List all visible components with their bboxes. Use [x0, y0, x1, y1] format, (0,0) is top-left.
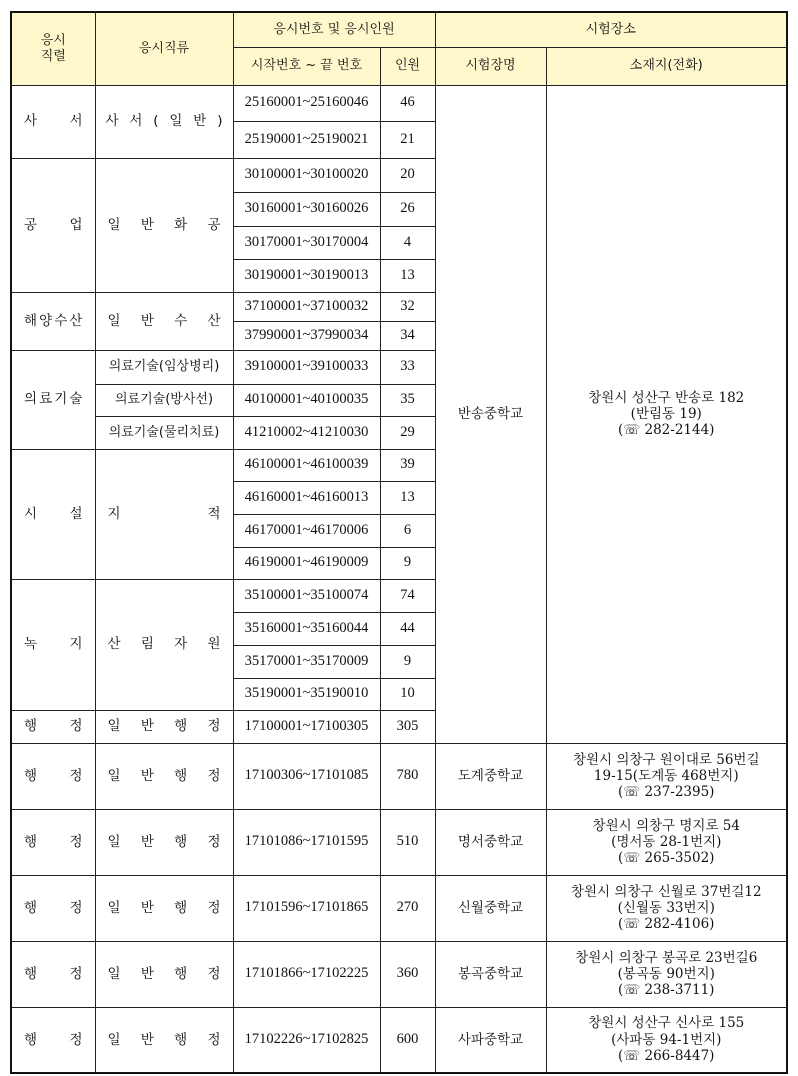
- category-cell-letters: 행 정: [24, 767, 83, 784]
- venue-name-cell: 사파중학교: [435, 1007, 546, 1073]
- field-cell-letters: 일 반 행 정: [107, 1031, 221, 1048]
- address-line: (☏ 266-8447): [618, 1047, 715, 1064]
- table-row: [11, 875, 787, 941]
- address-line: 창원시 의창구 명지로 54: [592, 817, 740, 834]
- range-cell: 17100001~17100305: [233, 710, 380, 743]
- range-cell: 46190001~46190009: [233, 547, 380, 579]
- count-cell: 9: [380, 547, 435, 579]
- field-cell: [95, 743, 233, 809]
- address-line: (명서동 28-1번지): [611, 833, 722, 850]
- table-row: [11, 809, 787, 875]
- range-cell: 30190001~30190013: [233, 259, 380, 292]
- count-cell: 9: [380, 645, 435, 678]
- category-cell: [11, 449, 95, 579]
- range-cell: 35100001~35100074: [233, 579, 380, 612]
- field-cell-letters: 일 반 행 정: [107, 767, 221, 784]
- count-cell: 20: [380, 158, 435, 192]
- venue-name-cell: 명서중학교: [435, 809, 546, 875]
- range-cell: 17102226~17102825: [233, 1007, 380, 1073]
- range-cell: 17101866~17102225: [233, 941, 380, 1007]
- range-cell: 25190001~25190021: [233, 121, 380, 158]
- venue-name-cell: 반송중학교: [435, 85, 546, 743]
- category-cell: [11, 710, 95, 743]
- category-cell-letters: 행 정: [24, 899, 83, 916]
- table-row: [11, 941, 787, 1007]
- header-field: 응시직류: [95, 12, 233, 85]
- category-cell-letters: 시 설: [24, 505, 83, 522]
- count-cell: 780: [380, 743, 435, 809]
- field-cell-letters: 일 반 행 정: [107, 718, 221, 735]
- count-cell: 34: [380, 321, 435, 350]
- category-cell: [11, 1007, 95, 1073]
- field-cell-letters: 사 서 ( 일 반 ): [105, 113, 223, 130]
- range-cell: 46170001~46170006: [233, 514, 380, 547]
- range-cell: 35170001~35170009: [233, 645, 380, 678]
- header-venue-name: 시험장명: [435, 47, 546, 85]
- range-cell: 46100001~46100039: [233, 449, 380, 481]
- address-line: (봉곡동 90번지): [617, 965, 715, 982]
- count-cell: 74: [380, 579, 435, 612]
- count-cell: 4: [380, 226, 435, 259]
- range-cell: 17101086~17101595: [233, 809, 380, 875]
- category-cell-letters: 행 정: [24, 833, 83, 850]
- category-cell-letters: 해 양 수 산: [24, 312, 83, 329]
- field-cell-letters: 일 반 행 정: [107, 833, 221, 850]
- venue-name-cell: 봉곡중학교: [435, 941, 546, 1007]
- field-cell-letters: 일 반 행 정: [107, 899, 221, 916]
- category-cell: [11, 158, 95, 292]
- category-cell: [11, 85, 95, 158]
- category-cell: [11, 350, 95, 449]
- address-line: (신월동 33번지): [617, 899, 715, 916]
- address-line: (☏ 237-2395): [618, 784, 715, 801]
- count-cell: 13: [380, 481, 435, 514]
- range-cell: 30170001~30170004: [233, 226, 380, 259]
- category-cell: [11, 579, 95, 710]
- field-cell: [95, 710, 233, 743]
- address-line: (☏ 282-2144): [618, 422, 715, 439]
- venue-address-cell: [546, 875, 787, 941]
- category-cell-letters: 행 정: [24, 1031, 83, 1048]
- category-cell: [11, 292, 95, 350]
- count-cell: 33: [380, 350, 435, 384]
- range-cell: 30100001~30100020: [233, 158, 380, 192]
- field-cell: [95, 809, 233, 875]
- address-line: 창원시 의창구 원이대로 56번길: [572, 751, 760, 768]
- address-line: 창원시 의창구 신월로 37번길12: [570, 883, 762, 900]
- count-cell: 13: [380, 259, 435, 292]
- header-venue-group: 시험장소: [435, 12, 787, 47]
- address-line: (☏ 282-4106): [618, 916, 715, 933]
- range-cell: 35190001~35190010: [233, 678, 380, 710]
- count-cell: 44: [380, 612, 435, 645]
- field-cell: [95, 1007, 233, 1073]
- venue-address-cell: [546, 1007, 787, 1073]
- count-cell: 600: [380, 1007, 435, 1073]
- header-numbers-group: 응시번호 및 응시인원: [233, 12, 435, 47]
- range-cell: 41210002~41210030: [233, 416, 380, 449]
- category-cell-letters: 행 정: [24, 718, 83, 735]
- field-cell: [95, 579, 233, 710]
- range-cell: 37990001~37990034: [233, 321, 380, 350]
- field-cell: [95, 292, 233, 350]
- count-cell: 270: [380, 875, 435, 941]
- count-cell: 21: [380, 121, 435, 158]
- category-cell-letters: 공 업: [24, 216, 83, 233]
- field-cell: [95, 158, 233, 292]
- field-cell: [95, 941, 233, 1007]
- table-row: [11, 1007, 787, 1073]
- field-cell-letters: 일 반 화 공: [107, 216, 221, 233]
- header-category: 응시 직렬: [11, 12, 95, 85]
- count-cell: 32: [380, 292, 435, 321]
- category-cell: [11, 941, 95, 1007]
- venue-address-cell: [546, 743, 787, 809]
- count-cell: 510: [380, 809, 435, 875]
- category-cell: [11, 743, 95, 809]
- category-cell-letters: 사 서: [24, 113, 83, 130]
- range-cell: 30160001~30160026: [233, 192, 380, 226]
- count-cell: 6: [380, 514, 435, 547]
- range-cell: 35160001~35160044: [233, 612, 380, 645]
- header-venue-address: 소재지(전화): [546, 47, 787, 85]
- category-cell-letters: 행 정: [24, 965, 83, 982]
- field-cell-letters: 일 반 수 산: [107, 312, 221, 329]
- venue-address-cell: [546, 809, 787, 875]
- count-cell: 29: [380, 416, 435, 449]
- address-line: 19-15(도계동 468번지): [593, 767, 739, 784]
- category-cell: [11, 809, 95, 875]
- address-line: (사파동 94-1번지): [611, 1031, 722, 1048]
- count-cell: 46: [380, 85, 435, 121]
- table-row: [11, 85, 787, 121]
- address-line: 창원시 성산구 반송로 182: [588, 389, 745, 406]
- field-cell: 의료기술(물리치료): [95, 416, 233, 449]
- range-cell: 37100001~37100032: [233, 292, 380, 321]
- header-count: 인원: [380, 47, 435, 85]
- range-cell: 17100306~17101085: [233, 743, 380, 809]
- exam-venue-table: [10, 11, 788, 1074]
- field-cell-letters: 일 반 행 정: [107, 965, 221, 982]
- count-cell: 26: [380, 192, 435, 226]
- field-cell: 의료기술(임상병리): [95, 350, 233, 384]
- category-cell-letters: 의 료 기 술: [24, 391, 83, 408]
- address-line: (☏ 238-3711): [618, 982, 715, 999]
- table-row: [11, 743, 787, 809]
- range-cell: 40100001~40100035: [233, 384, 380, 416]
- field-cell-letters: 산 림 자 원: [107, 636, 221, 653]
- count-cell: 10: [380, 678, 435, 710]
- count-cell: 35: [380, 384, 435, 416]
- category-cell: [11, 875, 95, 941]
- field-cell: [95, 85, 233, 158]
- count-cell: 360: [380, 941, 435, 1007]
- address-line: (☏ 265-3502): [618, 850, 715, 867]
- range-cell: 17101596~17101865: [233, 875, 380, 941]
- header-range: 시작번호 ~ 끝 번호: [233, 47, 380, 85]
- field-cell: 의료기술(방사선): [95, 384, 233, 416]
- count-cell: 39: [380, 449, 435, 481]
- venue-name-cell: 도계중학교: [435, 743, 546, 809]
- venue-name-cell: 신월중학교: [435, 875, 546, 941]
- address-line: 창원시 성산구 신사로 155: [588, 1015, 745, 1032]
- range-cell: 46160001~46160013: [233, 481, 380, 514]
- range-cell: 39100001~39100033: [233, 350, 380, 384]
- category-cell-letters: 녹 지: [24, 636, 83, 653]
- address-line: 창원시 의창구 봉곡로 23번길6: [575, 949, 758, 966]
- venue-address-cell: [546, 941, 787, 1007]
- field-cell: [95, 449, 233, 579]
- address-line: (반림동 19): [630, 405, 702, 422]
- count-cell: 305: [380, 710, 435, 743]
- venue-address-cell: [546, 85, 787, 743]
- field-cell: [95, 875, 233, 941]
- range-cell: 25160001~25160046: [233, 85, 380, 121]
- field-cell-letters: 지 적: [107, 505, 221, 522]
